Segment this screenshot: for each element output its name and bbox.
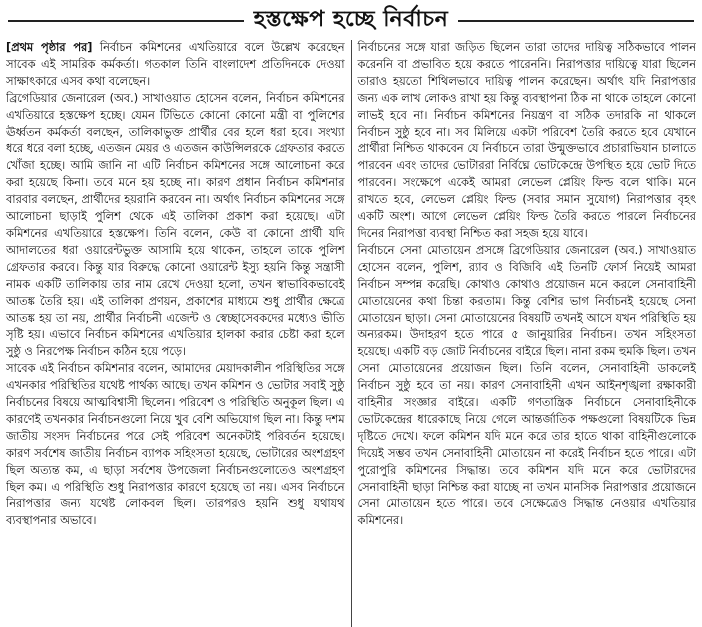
- left-paragraph-1-text: নির্বাচন কমিশনের এখতিয়ারে বলে উল্লেখ করেছেন সাবেক এই সামরিক কর্মকর্তা। গতকাল তিনি বাংলাদেশ প্রতিদিনকে দেওয়া সাক্ষাৎকারে এসব কথা বলেছেন।: [6, 41, 345, 88]
- continuation-tag: [প্রথম পৃষ্ঠার পর]: [6, 41, 93, 54]
- right-paragraph-1: নির্বাচনের সঙ্গে যারা জড়িত ছিলেন তারা তাদের দায়িত্ব সঠিকভাবে পালন করেননি বা প্রভাবিত হয়ে করতে পারেননি। নিরাপত্তার দায়িত্বে যারা ছিলেন তারাও হয়তো শিথিলভাবে দায়িত্ব পালন করেছেন। অর্থাৎ যদি নিরাপত্তার জন্য এক লাখ লোকও রাখা হয় কিন্তু ব্যবস্থাপনা ঠিক না থাকে তাহলে কোনো লাভই হবে না। নির্বাচন কমিশনের নিয়ন্ত্রণ বা সঠিক তদারকি না থাকলে নির্বাচন সুষ্ঠু হবে না। সব মিলিয়ে একটা পরিবেশ তৈরি করতে হবে যেখানে প্রার্থীরা নিশ্চিত থাকবেন যে নির্বাচনে তারা উন্মুক্তভাবে প্রচারাভিযান চালাতে পারবেন এবং তাদের ভোটাররা নির্বিঘ্নে ভোটকেন্দ্রে উপস্থিত হয়ে ভোট দিতে পারবেন। সংক্ষেপে একেই আমরা লেভেল প্লেয়িং ফিল্ড বলে থাকি। মনে রাখতে হবে, লেভেল প্লেয়িং ফিল্ড (সবার সমান সুযোগ) নিরাপত্তার বৃহৎ একটি অংশ। আগে লেভেল প্লেয়িং ফিল্ড তৈরি করতে পারলে নির্বাচনের দিনের নিরাপত্তা ব্যবস্থা নিশ্চিত করা সহজ হয়ে যাবে।: [357, 41, 696, 240]
- left-paragraph-2: ব্রিগেডিয়ার জেনারেল (অব.) সাখাওয়াত হোসেন বলেন, নির্বাচন কমিশনের এখতিয়ারে হস্তক্ষেপ হচ্ছে। যেমন টিভিতে কোনো কোনো মন্ত্রী বা পুলিশের ঊর্ধ্বতন কর্মকর্তা বলছেন, তালিকাভুক্ত প্রার্থীর বের হলে ধরা হবে। সংখ্যা ধরে ধরে বলা হচ্ছে, এতজন মেয়র ও এতজন কাউন্সিলরকে গ্রেফতার করতে খোঁজা হচ্ছে। আমি জানি না এটি নির্বাচন কমিশনের সঙ্গে আলোচনা করে করা হয়েছে কিনা। তবে মনে হয় হচ্ছে না। কারণ প্রধান নির্বাচন কমিশনার বারবার বলছেন, প্রার্থীদের হয়রানি করবেন না। অর্থাৎ নির্বাচন কমিশনের সঙ্গে আলোচনা ছাড়াই পুলিশ থেকে এই তালিকা প্রকাশ করা হয়েছে। এটা কমিশনের এখতিয়ারে হস্তক্ষেপ। তিনি বলেন, কেউ বা কোনো প্রার্থী যদি আদালতের ধরা ওয়ারেন্টভুক্ত আসামি হয়ে থাকেন, তাহলে তাকে পুলিশ গ্রেফতার করবে। কিন্তু যার বিরুদ্ধে কোনো ওয়ারেন্ট ইস্যু হয়নি কিন্তু সন্ত্রাসী নামক একটি তালিকায় তার নাম রেখে দেওয়া হলো, তখন স্বাভাবিকভাবেই আতঙ্ক তৈরি হয়। এই তালিকা প্রণয়ন, প্রকাশের মাধ্যমে শুধু প্রার্থীর ক্ষেত্রে আতঙ্ক হয় তা নয়, প্রার্থীর নির্বাচনী এজেন্ট ও স্বেচ্ছাসেবকদের মধ্যেও ভীতি সৃষ্টি হয়। এভাবে নির্বাচন কমিশনের এখতিয়ার হালকা করার চেষ্টা করা হলে সুষ্ঠু ও নিরপেক্ষ নির্বাচন কঠিন হয়ে পড়ে।: [6, 91, 345, 359]
- left-paragraph-1: [6, 40, 345, 91]
- left-column: [6, 40, 352, 627]
- left-paragraph-3: সাবেক এই নির্বাচন কমিশনার বলেন, আমাদের মেয়াদকালীন পরিস্থিতির সঙ্গে এখনকার পরিস্থিতির যথেষ্ট পার্থক্য আছে। তখন কমিশন ও ভোটার সবাই সুষ্ঠু নির্বাচনের বিষয়ে আত্মবিশ্বাসী ছিলেন। পরিবেশ ও পরিস্থিতি অনুকূল ছিল। এ কারণেই তখনকার নির্বাচনগুলো নিয়ে খুব বেশি অভিযোগ ছিল না। কিন্তু দশম জাতীয় সংসদ নির্বাচনের পরে সেই পরিবেশ অনেকটাই পরিবর্তন হয়েছে। কারণ সর্বশেষ জাতীয় নির্বাচন ব্যাপক সহিংসতা হয়েছে, ভোটারের অংশগ্রহণ ছিল অত্যন্ত কম, এ ছাড়া সর্বশেষ উপজেলা নির্বাচনগুলোতেও অংশগ্রহণ ছিল কম। এ পরিস্থিতি শুধু নিরাপত্তার কারণে হয়েছে তা নয়। এসব নির্বাচনে নিরাপত্তার জন্য যথেষ্ট লোকবল ছিল। তারপরও হয়নি শুধু যথাযথ ব্যবস্থাপনার অভাবে।: [6, 362, 345, 528]
- article-columns: [6, 40, 696, 627]
- headline-bar: [0, 3, 702, 37]
- right-column: [352, 40, 697, 627]
- right-paragraph-2: নির্বাচনে সেনা মোতায়েন প্রসঙ্গে ব্রিগেডিয়ার জেনারেল (অব.) সাখাওয়াত হোসেন বলেন, পুলিশ, র‍্যাব ও বিজিবি এই তিনটি ফোর্স নিয়েই আমরা নির্বাচন সম্পন্ন করেছি। কোথাও কোথাও প্রয়োজন মনে করলে সেনাবাহিনী মোতায়েনের কথা চিন্তা করতাম। কিন্তু বেশির ভাগ নির্বাচনই হয়েছে সেনা মোতায়েন ছাড়া। সেনা মোতায়েনের বিষয়টি তখনই আসে যখন পরিস্থিতি হয় অন্যরকম। উদাহরণ হতে পারে ৫ জানুয়ারির নির্বাচন। তখন সহিংসতা হয়েছে। একটি বড় জোট নির্বাচনের বাইরে ছিল। নানা রকম হুমকি ছিল। তখন সেনা মোতায়েনের প্রয়োজন ছিল। তিনি বলেন, সেনাবাহিনী ডাকলেই নির্বাচন সুষ্ঠু হবে তা নয়। কারণ সেনাবাহিনী এখন আইনশৃঙ্খলা রক্ষাকারী বাহিনীর সংজ্ঞার বাইরে। একটি গণতান্ত্রিক নির্বাচনে সেনাবাহিনীকে ভোটকেন্দ্রের ধারেকাছে নিয়ে গেলে আন্তর্জাতিক পক্ষগুলো বিষয়টিকে ভিন্ন দৃষ্টিতে দেখে। ফলে কমিশন যদি মনে করে তার হাতে থাকা বাহিনীগুলোকে দিয়েই সম্ভব তখন সেনাবাহিনী মোতায়েন না করেই নির্বাচন হতে পারে। এটা পুরোপুরি কমিশনের সিদ্ধান্ত। তবে কমিশন যদি মনে করে ভোটারদের সেনাবাহিনী ছাড়া নিশ্চিন্ত করা যাচ্ছে না তখন মানসিক নিরাপত্তার প্রয়োজনে সেনা মোতায়েন হতে পারে। তবে সেক্ষেত্রেও সিদ্ধান্ত নেওয়ার এখতিয়ার কমিশনের।: [357, 243, 696, 528]
- headline: হস্তক্ষেপ হচ্ছে নির্বাচন: [244, 2, 459, 39]
